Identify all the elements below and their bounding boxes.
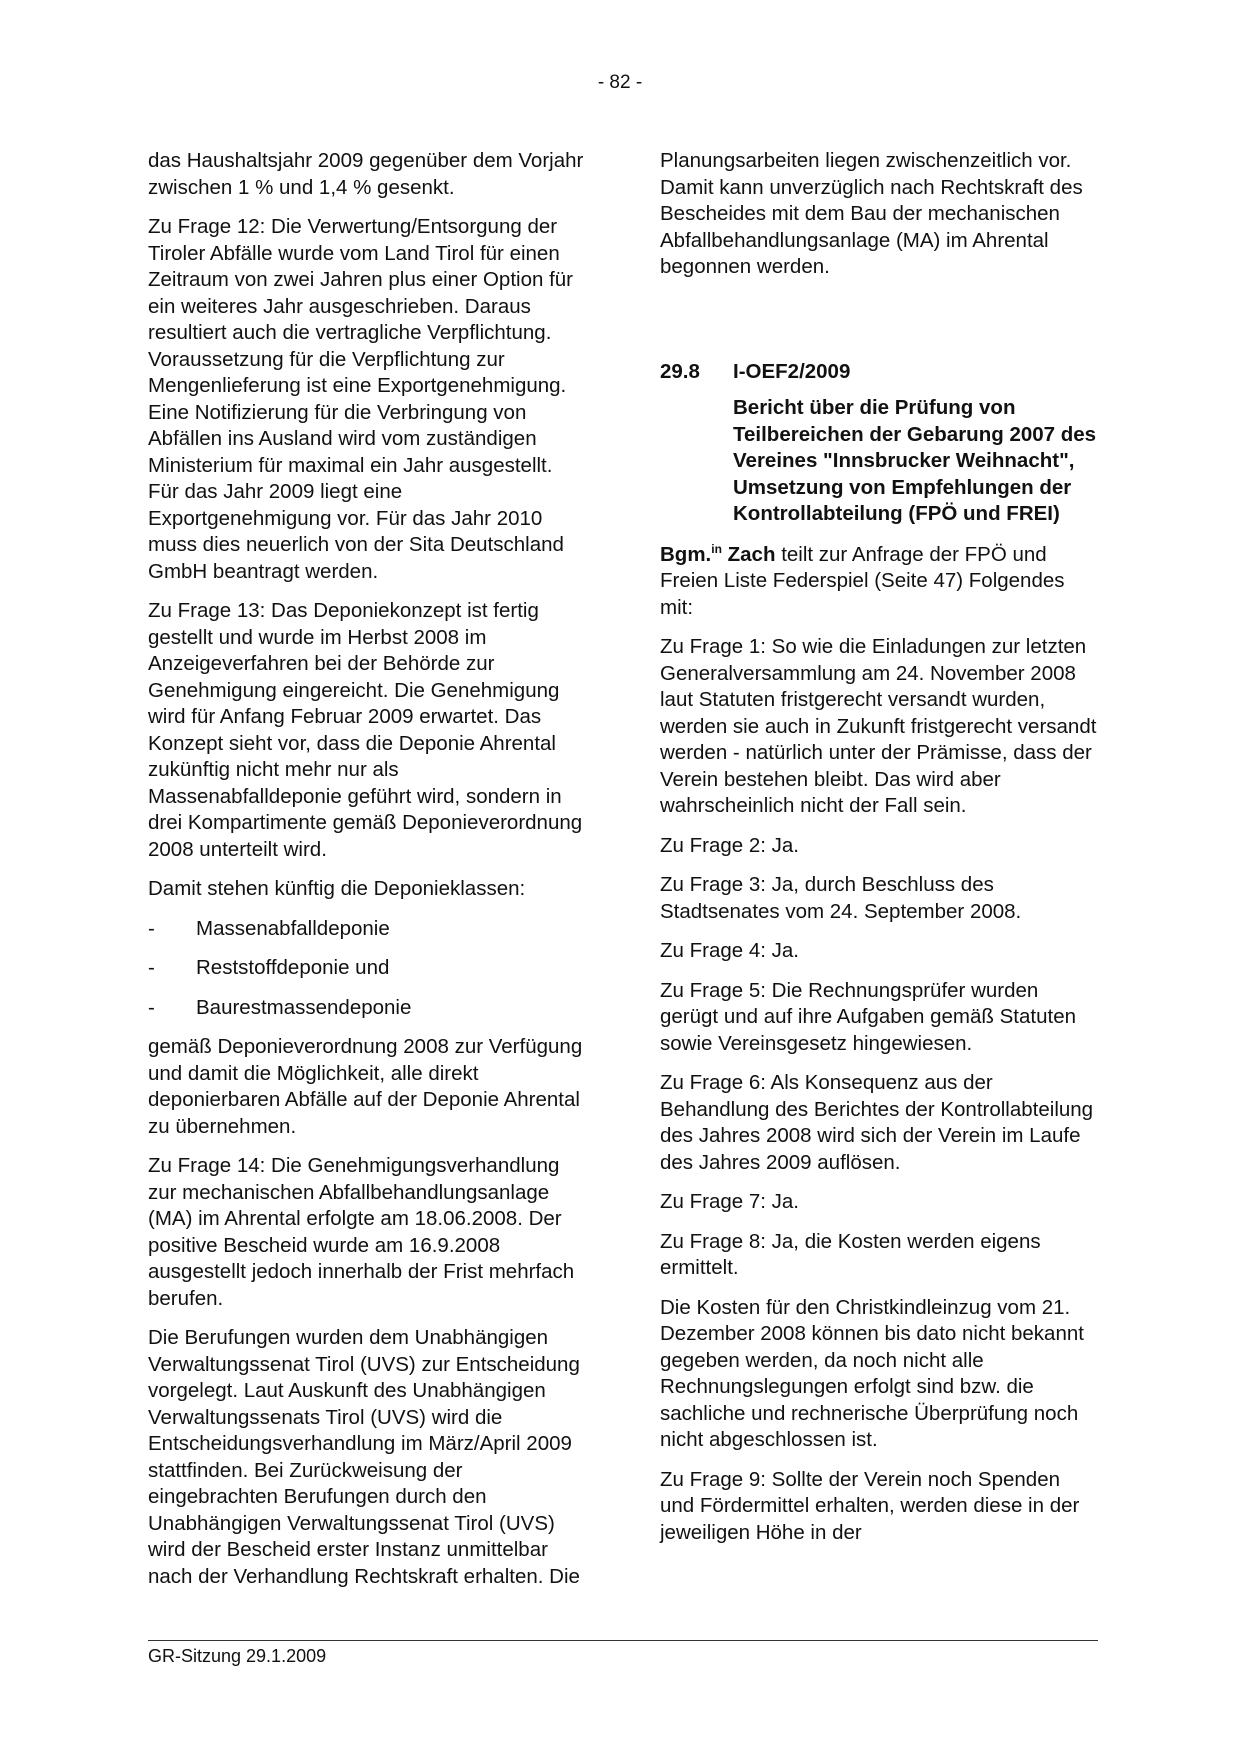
answer-paragraph: Zu Frage 1: So wie die Einladungen zur letzten Generalversammlung am 24. November 2008 laut Statuten fristgerecht versandt wurden, werden sie auch in Zukunft fristgerecht versandt werden - natürlich unter der Prämisse, dass der Verein bestehen bleibt. Das wird aber wahrscheinlich nicht der Fall sein. bbox=[660, 635, 1097, 817]
page-number: - 82 - bbox=[597, 72, 643, 93]
answer-paragraph: Zu Frage 4: Ja. bbox=[660, 939, 800, 962]
list-item bbox=[148, 995, 585, 1022]
answer-paragraph: Zu Frage 5: Die Rechnungsprüfer wurden gerügt und auf ihre Aufgaben gemäß Statuten sowie Vereinsgesetz hingewiesen. bbox=[660, 978, 1076, 1055]
speaker-intro: teilt zur Anfrage der FPÖ und Freien Liste Federspiel (Seite 47) Folgendes mit: bbox=[660, 542, 1065, 619]
section-heading bbox=[660, 359, 1097, 386]
paragraph: Zu Frage 12: Die Verwertung/Entsorgung der Tiroler Abfälle wurde vom Land Tirol für einen Zeitraum von zwei Jahren plus einer Option für ein weiteres Jahr ausgeschrieben. Daraus resultiert auch die vertragliche Verpflichtung. Voraussetzung für die Verpflichtung zur Mengenlieferung ist eine Exportgenehmigung. Eine Notifizierung für die Verbringung von Abfällen ins Ausland wird vom zuständigen Ministerium für maximal ein Jahr ausgestellt. Für das Jahr 2009 liegt eine Exportgenehmigung vor. Für das Jahr 2010 muss dies neuerlich von der Sita Deutschland GmbH beantragt werden. bbox=[148, 215, 574, 583]
speaker-name bbox=[660, 543, 775, 566]
speaker-title: Bgm. bbox=[660, 542, 712, 566]
section-title: Bericht über die Prüfung von Teilbereichen der Gebarung 2007 des Vereines "Innsbrucker Weihnacht", Umsetzung von Empfehlungen der Kontrollabteilung (FPÖ und FREI) bbox=[733, 396, 1097, 525]
list-dash: - bbox=[148, 916, 155, 940]
paragraph: Damit stehen künftig die Deponieklassen: bbox=[148, 877, 526, 900]
footer-text: GR-Sitzung 29.1.2009 bbox=[148, 1646, 327, 1666]
left-column bbox=[148, 148, 585, 1590]
paragraph: Zu Frage 13: Das Deponiekonzept ist fertig gestellt und wurde im Herbst 2008 im Anzeigeverfahren bei der Behörde zur Genehmigung eingereicht. Die Genehmigung wird für Anfang Februar 2009 erwartet. Das Konzept sieht vor, dass die Deponie Ahrental zukünftig nicht mehr nur als Massenabfalldeponie geführt wird, sondern in drei Kompartimente gemäß Deponieverordnung 2008 unterteilt wird. bbox=[148, 599, 583, 861]
answer-paragraph: Die Kosten für den Christkindleinzug vom 21. Dezember 2008 können bis dato nicht bekannt gegeben werden, da noch nicht alle Rechnungslegungen erfolgt sind bzw. die sachliche und rechnerische Überprüfung noch nicht abgeschlossen ist. bbox=[660, 1295, 1084, 1451]
list-item-text: Massenabfalldeponie bbox=[196, 916, 390, 940]
footer-divider bbox=[148, 1640, 1098, 1641]
list-dash: - bbox=[148, 956, 155, 979]
answer-paragraph: Zu Frage 2: Ja. bbox=[660, 833, 800, 857]
paragraph: Die Berufungen wurden dem Unabhängigen Verwaltungssenat Tirol (UVS) zur Entscheidung vorgelegt. Laut Auskunft des Unabhängigen Verwaltungssenats Tirol (UVS) wird die Entscheidungsverhandlung im März/April 2009 stattfinden. Bei Zurückweisung der eingebrachten Berufungen durch den Unabhängigen Verwaltungssenat Tirol (UVS) wird der Bescheid erster Instanz unmittelbar nach der Verhandlung Rechtskraft erhalten. Die bbox=[148, 1326, 580, 1588]
paragraph: gemäß Deponieverordnung 2008 zur Verfügung und damit die Möglichkeit, alle direkt deponierbaren Abfälle auf der Deponie Ahrental zu übernehmen. bbox=[148, 1035, 583, 1138]
list-dash: - bbox=[148, 995, 155, 1019]
speaker-paragraph bbox=[660, 542, 1097, 622]
answer-paragraph: Zu Frage 3: Ja, durch Beschluss des Stadtsenates vom 24. September 2008. bbox=[660, 873, 1022, 923]
list-item bbox=[148, 916, 585, 943]
answer-paragraph: Zu Frage 8: Ja, die Kosten werden eigens ermittelt. bbox=[660, 1229, 1041, 1279]
right-column bbox=[660, 148, 1097, 1546]
section-number: 29.8 bbox=[660, 359, 700, 383]
speaker-surname: Zach bbox=[727, 542, 776, 566]
speaker-title-sup: in bbox=[711, 541, 722, 556]
list-item-text: Baurestmassendeponie bbox=[196, 995, 412, 1019]
list-item-text: Reststoffdeponie und bbox=[196, 956, 390, 979]
paragraph: das Haushaltsjahr 2009 gegenüber dem Vorjahr zwischen 1 % und 1,4 % gesenkt. bbox=[148, 149, 584, 199]
paragraph: Zu Frage 14: Die Genehmigungsverhandlung zur mechanischen Abfallbehandlungsanlage (MA) im Ahrental erfolgte am 18.06.2008. Der positive Bescheid wurde am 16.9.2008 ausgestellt jedoch innerhalb der Frist mehrfach berufen. bbox=[148, 1154, 575, 1310]
section-code: I-OEF2/2009 bbox=[733, 359, 851, 383]
list-item bbox=[148, 955, 585, 982]
answer-paragraph: Zu Frage 7: Ja. bbox=[660, 1190, 800, 1213]
paragraph: Planungsarbeiten liegen zwischenzeitlich vor. Damit kann unverzüglich nach Rechtskraft des Bescheides mit dem Bau der mechanischen Abfallbehandlungsanlage (MA) im Ahrental begonnen werden. bbox=[660, 149, 1083, 278]
answer-paragraph: Zu Frage 6: Als Konsequenz aus der Behandlung des Berichtes der Kontrollabteilung des Jahres 2008 wird sich der Verein im Laufe des Jahres 2009 auflösen. bbox=[660, 1071, 1094, 1174]
answer-paragraph: Zu Frage 9: Sollte der Verein noch Spenden und Fördermittel erhalten, werden diese in der jeweiligen Höhe in der bbox=[660, 1467, 1080, 1544]
